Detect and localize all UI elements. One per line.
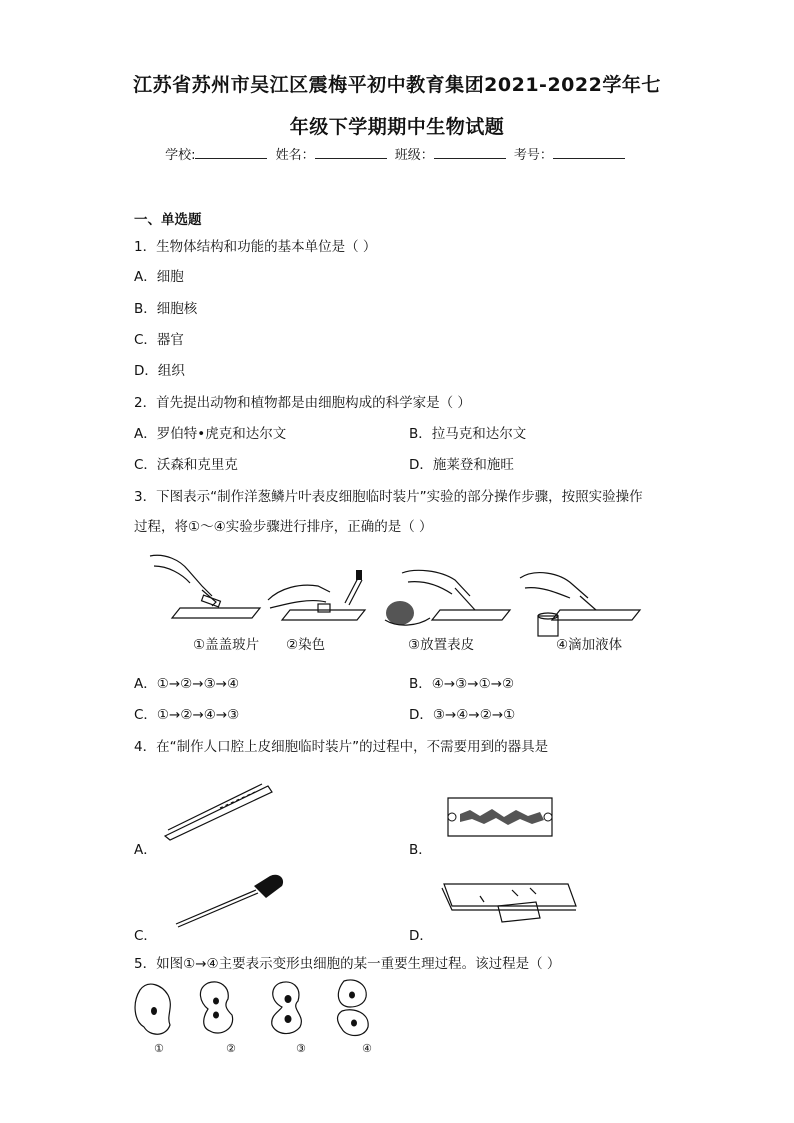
q3-option-d[interactable]: D．③→④→②→① — [409, 707, 516, 723]
q3-label-4: ④滴加液体 — [556, 637, 623, 653]
amoeba-cell-2-icon — [200, 982, 232, 1033]
stain-dropper-icon — [268, 570, 365, 620]
amoeba-cell-3-icon — [272, 982, 302, 1034]
razor-blade-icon — [440, 792, 560, 842]
q3-label-2: ②染色 — [286, 637, 326, 653]
q3-stem-line2: 过程，将①～④实验步骤进行排序，正确的是（ ） — [134, 519, 433, 535]
id-label: 考号： — [513, 148, 553, 163]
q4-stem: 4．在“制作人口腔上皮细胞临时装片”的过程中，不需要用到的器具是 — [134, 739, 549, 755]
school-blank[interactable] — [195, 146, 267, 159]
q3-label-1: ①盖盖玻片 — [193, 637, 260, 653]
slide-coverslip-icon — [440, 878, 580, 928]
q3-figure — [140, 548, 650, 643]
amoeba-cell-4-icon — [338, 980, 369, 1036]
q4-option-b[interactable]: B． — [409, 842, 432, 858]
q2-stem: 2．首先提出动物和植物都是由细胞构成的科学家是（ ） — [134, 395, 471, 411]
cover-slip-hand-icon — [150, 555, 260, 618]
q2-option-b[interactable]: B．拉马克和达尔文 — [409, 426, 527, 442]
q2-option-a[interactable]: A．罗伯特•虎克和达尔文 — [134, 426, 287, 442]
q4-option-a[interactable]: A． — [134, 842, 157, 858]
q3-option-a[interactable]: A．①→②→③→④ — [134, 676, 240, 692]
tweezers-icon — [160, 778, 280, 843]
q3-stem-line1: 3．下图表示“制作洋葱鳞片叶表皮细胞临时装片”实验的部分操作步骤，按照实验操作 — [134, 489, 643, 505]
q5-label-1: ① — [154, 1042, 164, 1055]
q1-option-a[interactable]: A．细胞 — [134, 269, 184, 285]
q3-label-3: ③放置表皮 — [408, 637, 475, 653]
class-blank[interactable] — [434, 146, 506, 159]
q2-option-c[interactable]: C．沃森和克里克 — [134, 457, 238, 473]
onion-tweezers-icon — [385, 570, 510, 625]
student-info-row — [0, 144, 794, 163]
page-title-line1: 江苏省苏州市吴江区震梅平初中教育集团2021-2022学年七 — [133, 74, 661, 96]
name-label: 姓名： — [275, 148, 315, 163]
dropper-icon — [172, 870, 292, 930]
amoeba-cell-1-icon — [135, 984, 170, 1034]
q5-stem: 5．如图①→④主要表示变形虫细胞的某一重要生理过程。该过程是（ ） — [134, 956, 561, 972]
q4-option-d[interactable]: D． — [409, 928, 433, 944]
name-blank[interactable] — [315, 146, 387, 159]
drop-liquid-icon — [520, 573, 640, 636]
page-title-line2: 年级下学期期中生物试题 — [289, 116, 505, 138]
q3-option-b[interactable]: B．④→③→①→② — [409, 676, 515, 692]
q3-option-c[interactable]: C．①→②→④→③ — [134, 707, 240, 723]
class-label: 班级： — [394, 148, 434, 163]
section-heading: 一、单选题 — [134, 212, 202, 228]
q5-label-4: ④ — [362, 1042, 372, 1055]
q5-label-3: ③ — [296, 1042, 306, 1055]
q5-figure — [130, 975, 390, 1045]
school-label: 学校: — [165, 148, 196, 163]
id-blank[interactable] — [553, 146, 625, 159]
q1-stem: 1．生物体结构和功能的基本单位是（ ） — [134, 239, 377, 255]
q5-label-2: ② — [226, 1042, 236, 1055]
q1-option-d[interactable]: D．组织 — [134, 363, 185, 379]
q1-option-b[interactable]: B．细胞核 — [134, 301, 198, 317]
q4-option-c[interactable]: C． — [134, 928, 157, 944]
q2-option-d[interactable]: D．施莱登和施旺 — [409, 457, 514, 473]
q1-option-c[interactable]: C．器官 — [134, 332, 184, 348]
